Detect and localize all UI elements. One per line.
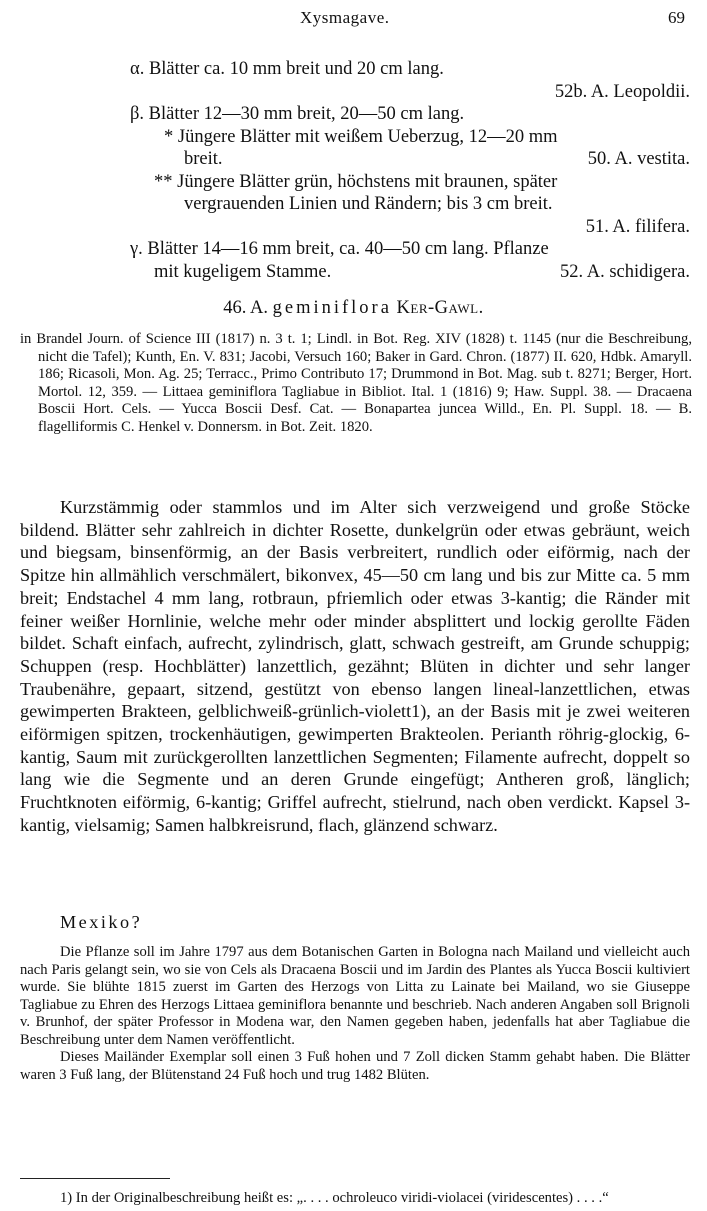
key-line: mit kugeligem Stamme. 52. A. schidigera. bbox=[154, 261, 690, 282]
species-heading bbox=[0, 298, 707, 319]
key-line: 52b. A. Leopoldii. bbox=[554, 81, 690, 102]
species-number: 46. A. bbox=[223, 298, 268, 318]
key-line: 51. A. filifera. bbox=[585, 216, 690, 237]
running-title: Xysmagave. bbox=[300, 8, 390, 27]
page-header bbox=[0, 4, 707, 30]
note-paragraph: Dieses Mailänder Exemplar soll einen 3 Fuß hohen und 7 Zoll dicken Stamm gehabt haben. Die Blätter waren 3 Fuß lang, der Blütenstand 24 Fuß hoch und trug 1482 Blüten. bbox=[20, 1049, 690, 1083]
key-line: ** Jüngere Blätter grün, höchstens mit braunen, später bbox=[154, 171, 558, 192]
footnote-rule bbox=[20, 1178, 170, 1179]
species-ref: 52. A. schidigera. bbox=[560, 261, 690, 282]
notes-block bbox=[20, 944, 690, 1084]
species-ref: 50. A. vestita. bbox=[587, 149, 690, 169]
species-author: Ker-Gawl. bbox=[396, 298, 484, 318]
synonymy-text: in Brandel Journ. of Science III (1817) n. 3 t. 1; Lindl. in Bot. Reg. XIV (1828) t. 1145 (nur die Beschreibung, nicht die Tafel); Kunth, En. V. 831; Jacobi, Versuch 160; Baker in Gard. Chron. (1877) II. 620, Hdbk. Amaryll. 186; Ricasoli, Mon. Ag. 25; Terracc., Primo Contributo 17; Drummond in Bot. Mag. sub t. 8271; Berger, Hort. Mortol. 12, 359. — Littaea geminiflora Tagliabue in Bibliot. Ital. 1 (1816) 9; Haw. Suppl. 38. — Dracaena Boscii Hort. Cels. — Yucca Boscii Desf. Cat. — Bonapartea juncea Willd., En. Pl. Suppl. 18. — B. flagelliformis C. Henkel v. Donnersm. in Bot. Zeit. 1820. bbox=[20, 331, 692, 435]
synonymy-block bbox=[20, 331, 692, 436]
key-line: * Jüngere Blätter mit weißem Ueberzug, 12—20 mm bbox=[164, 126, 558, 147]
footnote-text: 1) In der Originalbeschreibung heißt es: „. . . . ochroleuco viridi-violacei (viridescentes) . . . .“ bbox=[60, 1190, 609, 1206]
description-block bbox=[20, 496, 690, 837]
note-paragraph: Die Pflanze soll im Jahre 1797 aus dem Botanischen Garten in Bologna nach Mailand und vielleicht auch nach Paris gelangt sein, wo sie von Cels als Dracaena Boscii und im Jardin des Plantes als Yucca Boscii kultiviert wurde. Sie blühte 1815 zuerst im Garten des Herzogs von Litta zu Lainate bei Mailand, wo sie Giuseppe Tagliabue zu Ehren des Herzogs Littaea geminiflora benannte und beschrieb. Nach anderen Angaben soll Brignoli v. Brunhof, der später Professor in Modena war, den Namen gegeben haben, jedenfalls hat aber Tagliabue die Beschreibung unter dem Namen veröffentlicht. bbox=[20, 944, 690, 1048]
description-text: Kurzstämmig oder stammlos und im Alter sich verzweigend und große Stöcke bildend. Blätter sehr zahlreich in dichter Rosette, dunkelgrün oder etwas gebräunt, weich und biegsam, binsenförmig, an der Basis verbreitert, rundlich oder eiförmig, nach der Spitze hin allmählich verschmälert, bikonvex, 45—50 cm lang und bis zur Mitte ca. 5 mm breit; Endstachel 4 mm lang, rotbraun, pfriemlich oder etwas 3-kantig; die Ränder mit feiner weißer Hornlinie, welche mehr oder minder absplittert und lockig gerollte Fäden bildet. Schaft einfach, aufrecht, zylindrisch, glatt, schwach gestreift, am Grunde schuppig; Schuppen (resp. Hochblätter) lanzettlich, gezähnt; Blüten in dichter und sehr langer Traubenähre, gepaart, sitzend, gestützt von ebenso langen lineal-lanzettlichen, etwas gewimperten Brakteen, gelblichweiß-grünlich-violett1), an der Basis mit je zwei weiteren eiförmigen spitzen, trockenhäutigen, gewimperten Brakteolen. Perianth röhrig-glockig, 6-kantig, Saum mit zurückgerollten lanzettlichen Segmenten; Filamente aufrecht, doppelt so lang wie die Segmente und an deren Grunde eingefügt; Antheren groß, länglich; Fruchtknoten eiförmig, 6-kantig; Griffel aufrecht, stielrund, nach oben verdickt. Kapsel 3-kantig, vielsamig; Samen halbkreisrund, flach, glänzend schwarz. bbox=[20, 497, 690, 835]
page-number: 69 bbox=[668, 8, 685, 27]
key-line: γ. Blätter 14—16 mm breit, ca. 40—50 cm lang. Pflanze bbox=[130, 239, 549, 259]
key-line: breit. 50. A. vestita. bbox=[184, 149, 690, 169]
species-epithet: geminiflora bbox=[272, 298, 392, 318]
locality: Mexiko? bbox=[60, 912, 143, 932]
key-line: vergrauenden Linien und Rändern; bis 3 cm breit. bbox=[184, 194, 553, 214]
identification-key bbox=[130, 58, 690, 283]
key-line: α. Blätter ca. 10 mm breit und 20 cm lang. bbox=[130, 59, 444, 79]
key-line: β. Blätter 12—30 mm breit, 20—50 cm lang. bbox=[130, 104, 465, 124]
footnote bbox=[20, 1190, 690, 1207]
